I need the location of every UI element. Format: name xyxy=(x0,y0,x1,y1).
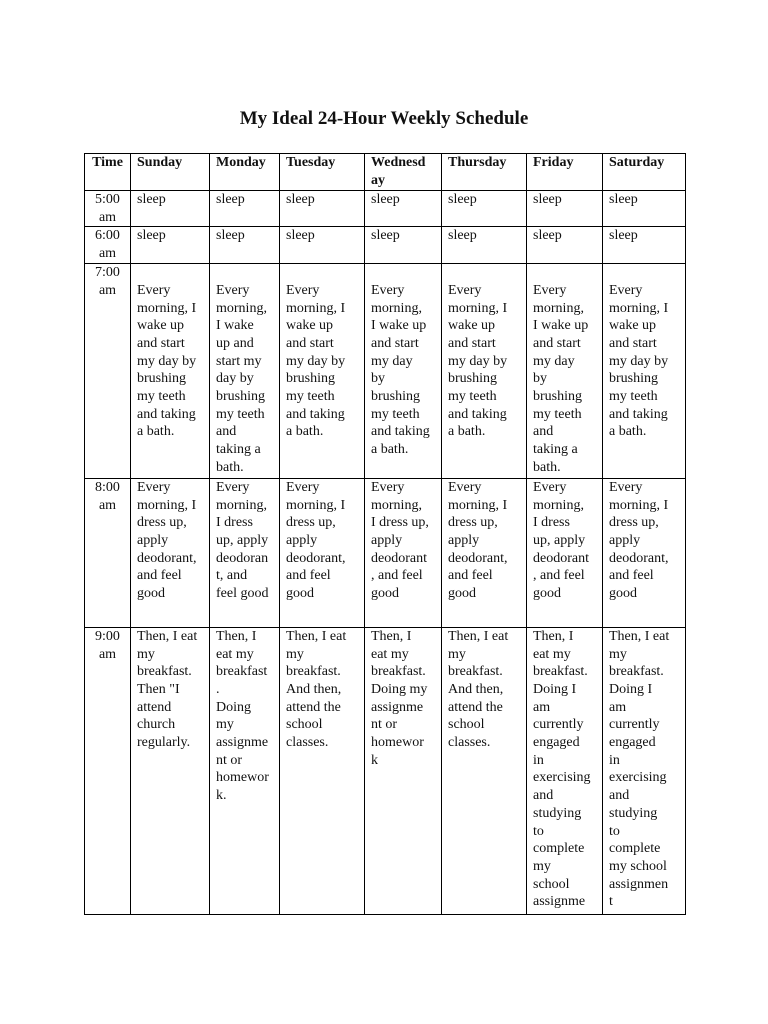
cell-sunday: Every morning, I wake up and start my day by brushing my teeth and taking a bath. xyxy=(131,263,210,478)
header-monday: Monday xyxy=(210,154,280,191)
cell-thursday: Every morning, I dress up, apply deodorant, and feel good xyxy=(442,478,527,627)
table-row xyxy=(85,191,686,227)
header-tuesday: Tuesday xyxy=(280,154,365,191)
cell-wednesday: Every morning, I dress up, apply deodorant , and feel good xyxy=(365,478,442,627)
cell-thursday: sleep xyxy=(442,227,527,263)
cell-saturday: sleep xyxy=(603,227,686,263)
table-row xyxy=(85,627,686,914)
cell-wednesday: Every morning, I wake up and start my day by brushing my teeth and taking a bath. xyxy=(365,263,442,478)
cell-monday: Then, I eat my breakfast . Doing my assignme nt or homewor k. xyxy=(210,627,280,914)
table-row xyxy=(85,263,686,478)
cell-tuesday: Then, I eat my breakfast. And then, attend the school classes. xyxy=(280,627,365,914)
cell-wednesday: sleep xyxy=(365,191,442,227)
cell-sunday: Then, I eat my breakfast. Then "I attend church regularly. xyxy=(131,627,210,914)
time-cell: 5:00 am xyxy=(85,191,131,227)
table-row xyxy=(85,478,686,627)
cell-monday: Every morning, I wake up and start my day by brushing my teeth and taking a bath. xyxy=(210,263,280,478)
cell-monday: Every morning, I dress up, apply deodoran t, and feel good xyxy=(210,478,280,627)
header-friday: Friday xyxy=(527,154,603,191)
cell-thursday: Then, I eat my breakfast. And then, attend the school classes. xyxy=(442,627,527,914)
cell-tuesday: sleep xyxy=(280,227,365,263)
cell-tuesday: Every morning, I dress up, apply deodorant, and feel good xyxy=(280,478,365,627)
cell-saturday: sleep xyxy=(603,191,686,227)
schedule-table xyxy=(84,153,686,915)
cell-friday: Every morning, I wake up and start my day by brushing my teeth and taking a bath. xyxy=(527,263,603,478)
cell-wednesday: sleep xyxy=(365,227,442,263)
time-cell: 6:00 am xyxy=(85,227,131,263)
cell-thursday: sleep xyxy=(442,191,527,227)
cell-saturday: Every morning, I wake up and start my day by brushing my teeth and taking a bath. xyxy=(603,263,686,478)
cell-friday: Then, I eat my breakfast. Doing I am currently engaged in exercising and studying to complete my school assignme xyxy=(527,627,603,914)
cell-friday: sleep xyxy=(527,227,603,263)
header-saturday: Saturday xyxy=(603,154,686,191)
cell-saturday: Then, I eat my breakfast. Doing I am currently engaged in exercising and studying to complete my school assignmen t xyxy=(603,627,686,914)
header-thursday: Thursday xyxy=(442,154,527,191)
header-sunday: Sunday xyxy=(131,154,210,191)
cell-friday: sleep xyxy=(527,191,603,227)
cell-sunday: sleep xyxy=(131,191,210,227)
time-cell: 9:00 am xyxy=(85,627,131,914)
cell-wednesday: Then, I eat my breakfast. Doing my assignme nt or homewor k xyxy=(365,627,442,914)
time-cell: 7:00 am xyxy=(85,263,131,478)
cell-thursday: Every morning, I wake up and start my day by brushing my teeth and taking a bath. xyxy=(442,263,527,478)
cell-monday: sleep xyxy=(210,227,280,263)
time-cell: 8:00 am xyxy=(85,478,131,627)
cell-sunday: Every morning, I dress up, apply deodorant, and feel good xyxy=(131,478,210,627)
header-time: Time xyxy=(85,154,131,191)
header-wednesday: Wednesd ay xyxy=(365,154,442,191)
cell-monday: sleep xyxy=(210,191,280,227)
cell-friday: Every morning, I dress up, apply deodorant , and feel good xyxy=(527,478,603,627)
header-row xyxy=(85,154,686,191)
cell-tuesday: sleep xyxy=(280,191,365,227)
cell-saturday: Every morning, I dress up, apply deodorant, and feel good xyxy=(603,478,686,627)
table-row xyxy=(85,227,686,263)
cell-sunday: sleep xyxy=(131,227,210,263)
page-title: My Ideal 24-Hour Weekly Schedule xyxy=(239,108,529,129)
cell-tuesday: Every morning, I wake up and start my day by brushing my teeth and taking a bath. xyxy=(280,263,365,478)
